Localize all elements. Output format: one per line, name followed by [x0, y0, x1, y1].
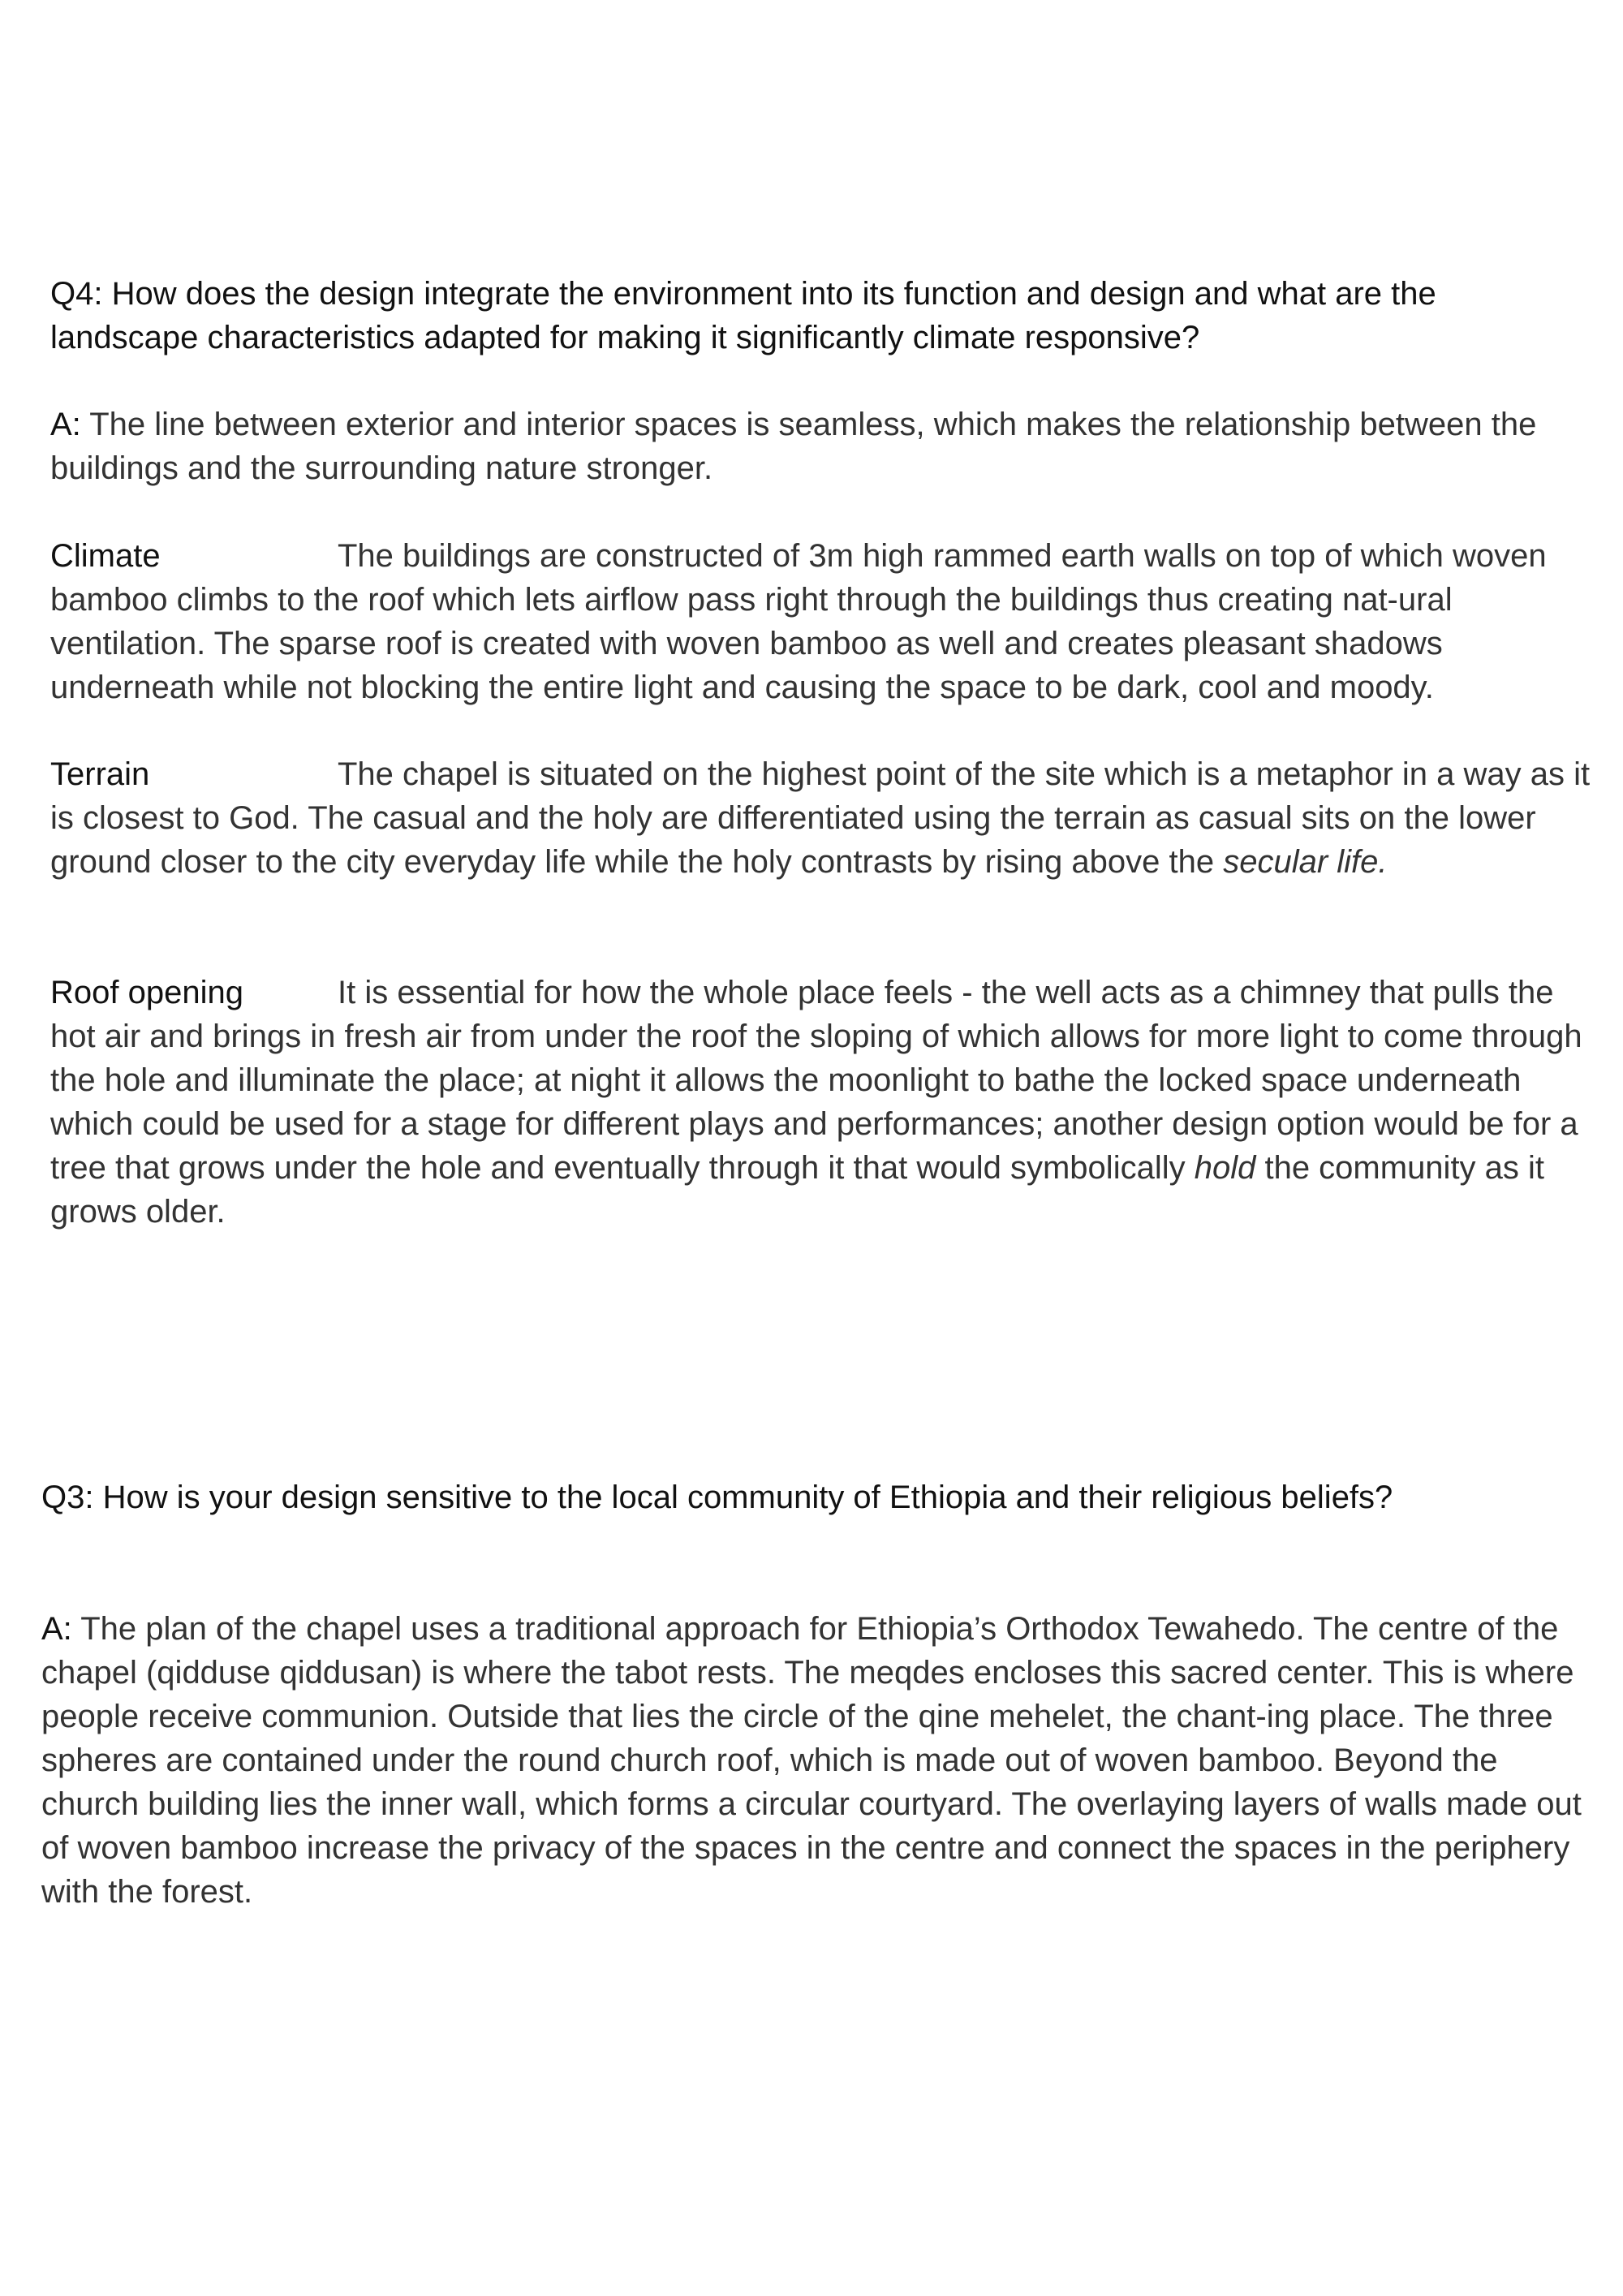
q3-question: Q3: How is your design sensitive to the local community of Ethiopia and their religious beliefs? [41, 1480, 1393, 1515]
q4-answer-label: A: [50, 407, 81, 442]
roof-opening-italic-text: hold [1194, 1150, 1256, 1186]
terrain-text: The chapel is situated on the highest point of the site which is a metaphor in a way as it is closest to God. The casual and the holy are differentiated using the terrain as casual sits on the lower ground closer to the city everyday life while the holy contrasts by rising above the [50, 756, 1591, 880]
climate-text: The buildings are constructed of 3m high rammed earth walls on top of which woven bamboo climbs to the roof which lets airflow pass right through the buildings thus creating nat-ural ventilation. The sparse roof is created with woven bamboo as well and creates pleasant shadows underneath while not blocking the entire light and causing the space to be dark, cool and moody. [50, 538, 1547, 705]
terrain-italic-text: secular life. [1223, 844, 1388, 880]
roof-opening-text-before: It is essential for how the whole place feels - the well acts as a chimney that pulls the hot air and brings in fresh air from under the roof the sloping of which allows for more light to come through the hole and illuminate the place; at night it allows the moonlight to bathe the locked space underneath which could be used for a stage for different plays and performances; another design option would be for a tree that grows under the hole and eventually through it that would symbolically [50, 975, 1582, 1186]
terrain-label: Terrain [50, 756, 150, 792]
q4-answer [50, 403, 1592, 490]
q3-answer [41, 1607, 1599, 1914]
roof-opening-label: Roof opening [50, 975, 243, 1010]
roof-opening-text-after: the community as it grows older. [50, 1150, 1545, 1230]
q3-answer-text: The plan of the chapel uses a traditional approach for Ethiopia’s Orthodox Tewahedo. The centre of the chapel (qidduse qiddusan) is where the tabot rests. The meqdes encloses this sacred center. This is where people receive communion. Outside that lies the circle of the qine mehelet, the chant-ing place. The three spheres are contained under the round church roof, which is made out of woven bamboo. Beyond the church building lies the inner wall, which forms a circular courtyard. The overlaying layers of walls made out of woven bamboo increase the privacy of the spaces in the centre and connect the spaces in the periphery with the forest. [41, 1611, 1582, 1910]
q4-answer-text: The line between exterior and interior spaces is seamless, which makes the relationship between the buildings and the surrounding nature stronger. [50, 407, 1537, 486]
q4-question: Q4: How does the design integrate the environment into its function and design and what are the landscape characteristics adapted for making it significantly climate responsive? [50, 276, 1436, 355]
terrain-paragraph [50, 752, 1592, 884]
roof-opening-paragraph [50, 971, 1592, 1234]
climate-label: Climate [50, 538, 161, 574]
climate-paragraph [50, 534, 1592, 709]
q3-answer-label: A: [41, 1611, 72, 1647]
